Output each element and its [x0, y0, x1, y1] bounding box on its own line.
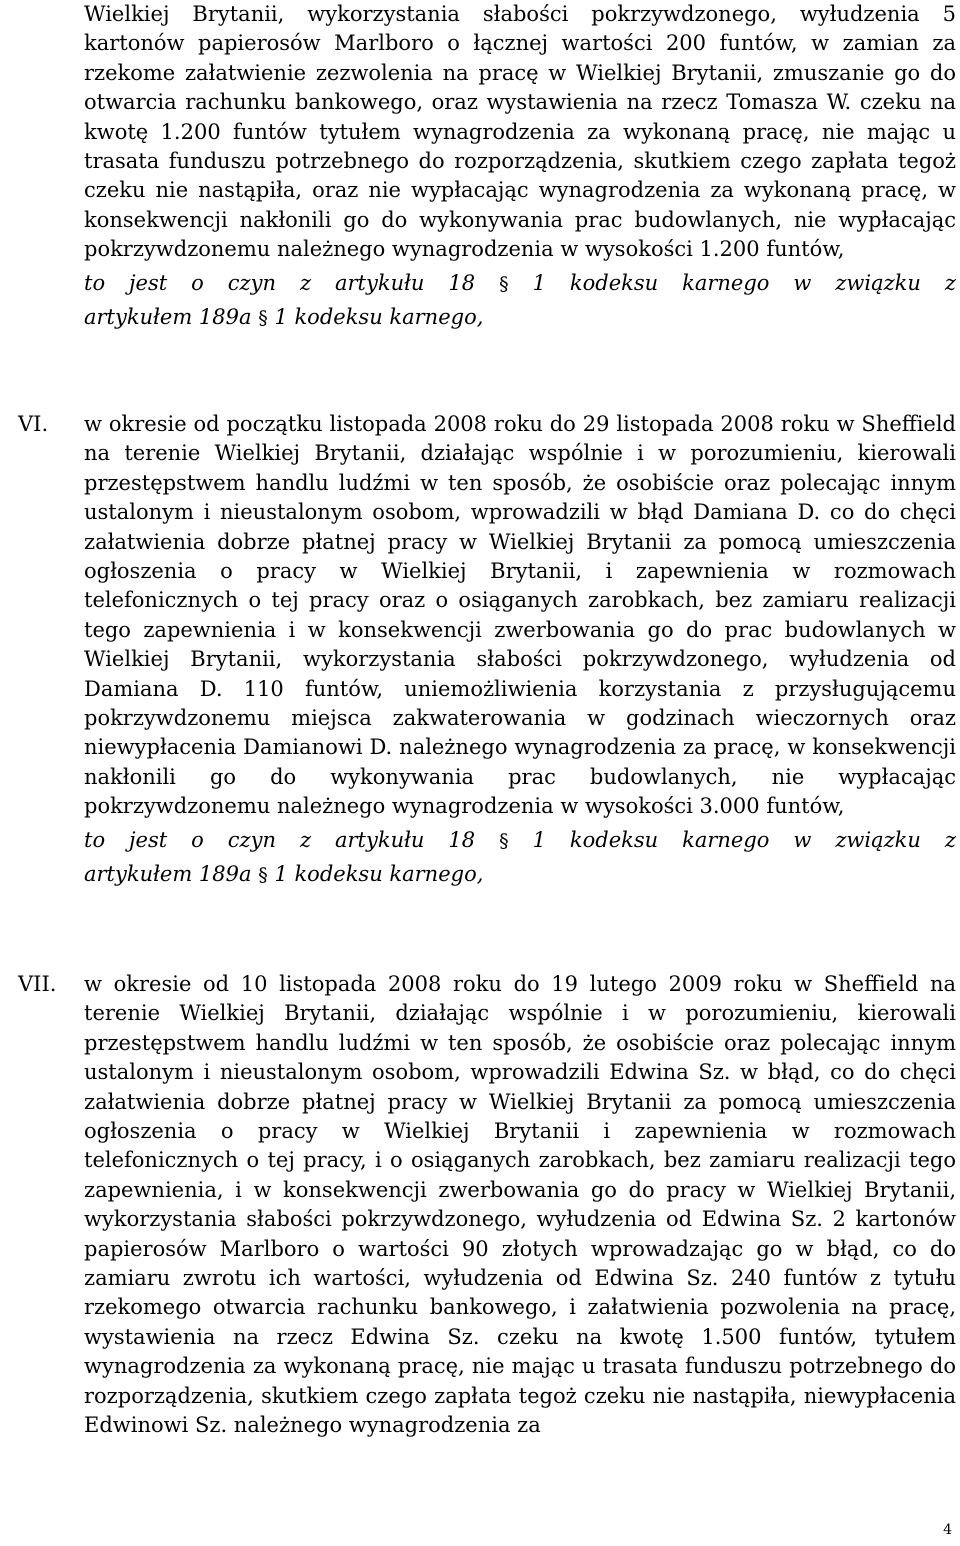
section-sign-symbol: § — [258, 863, 268, 886]
paragraph-text: Wielkiej Brytanii, wykorzystania słabości pokrzywdzonego, wyłudzenia 5 kartonów papierosów Marlboro o łącznej wartości 200 funtów, w zamian za rzekome załatwienie zezwolenia na pracę w Wielkiej Brytanii, zmuszanie go do otwarcia rachunku bankowego, oraz wystawienia na rzecz Tomasza W. czeku na kwotę 1.200 funtów tytułem wynagrodzenia za wykonaną pracę, nie mając u trasata funduszu potrzebnego do rozporządzenia, skutkiem czego zapłata tegoż czeku nie nastąpiła, oraz nie wypłacając wynagrodzenia za wykonaną pracę, w konsekwencji nakłonili go do wykonywania prac budowlanych, nie wypłacając pokrzywdzonemu należnego wynagrodzenia w wysokości 1.200 funtów, — [84, 2, 956, 262]
page-number: 4 — [943, 1522, 952, 1538]
section-number-vi: VI. — [18, 412, 49, 436]
section-vi-text: w okresie od początku listopada 2008 roku do 29 listopada 2008 roku w Sheffield na terenie Wielkiej Brytanii, działając wspólnie i w porozumieniu, kierowali przestępstwem handlu ludźmi w ten sposób, że osobiście oraz polecając innym ustalonym i nieustalonym osobom, wprowadzili w błąd Damiana D. co do chęci załatwienia dobrze płatnej pracy w Wielkiej Brytanii za pomocą umieszczenia ogłoszenia o pracy w Wielkiej Brytanii, i zapewnienia w rozmowach telefonicznych o tej pracy oraz o osiąganych zarobkach, bez zamiaru realizacji tego zapewnienia i w konsekwencji zwerbowania go do prac budowlanych w Wielkiej Brytanii, wykorzystania słabości pokrzywdzonego, wyłudzenia od Damiana D. 110 funtów, uniemożliwienia korzystania z przysługującemu pokrzywdzonemu miejsca zakwaterowania w godzinach wieczornych oraz niewypłacenia Damianowi D. należnego wynagrodzenia za pracę, w konsekwencji nakłonili go do wykonywania prac budowlanych, nie wypłacając pokrzywdzonemu należnego wynagrodzenia w wysokości 3.000 funtów, — [84, 412, 956, 819]
legal-reference-line-2: artykułem 189a § 1 kodeksu karnego, — [84, 301, 956, 335]
section-sign-symbol: § — [499, 272, 509, 295]
section-sign-symbol: § — [499, 829, 509, 852]
legal-reference-line-1: to jest o czyn z artykułu 18 § 1 kodeksu karnego w związku z — [84, 824, 956, 858]
section-sign-symbol: § — [258, 306, 268, 329]
section-number-vii: VII. — [18, 972, 57, 996]
section-vii-text: w okresie od 10 listopada 2008 roku do 19 lutego 2009 roku w Sheffield na terenie Wielkiej Brytanii, działając wspólnie i w porozumieniu, kierowali przestępstwem handlu ludźmi w ten sposób, że osobiście oraz polecając innym ustalonym i nieustalonym osobom, wprowadzili Edwina Sz. w błąd, co do chęci załatwienia dobrze płatnej pracy w Wielkiej Brytanii za pomocą umieszczenia ogłoszenia o pracy w Wielkiej Brytanii i zapewnienia w rozmowach telefonicznych o tej pracy, i o osiąganych zarobkach, bez zamiaru realizacji tego zapewnienia, i w konsekwencji zwerbowania go do pracy w Wielkiej Brytanii, wykorzystania słabości pokrzywdzonego, wyłudzenia od Edwina Sz. 2 kartonów papierosów Marlboro o wartości 90 złotych wprowadzając go w błąd, co do zamiaru zwrotu ich wartości, wyłudzenia od Edwina Sz. 240 funtów z tytułu rzekomego otwarcia rachunku bankowego, i załatwienia pozwolenia na pracę, wystawienia na rzecz Edwina Sz. czeku na kwotę 1.500 funtów, tytułem wynagrodzenia za wykonaną pracę, nie mając u trasata funduszu potrzebnego do rozporządzenia, skutkiem czego zapłata tegoż czeku nie nastąpiła, niewypłacenia Edwinowi Sz. należnego wynagrodzenia za — [84, 972, 956, 1438]
legal-reference-line-1: to jest o czyn z artykułu 18 § 1 kodeksu karnego w związku z — [84, 267, 956, 301]
section-vi — [84, 410, 956, 892]
section-vii — [84, 970, 956, 1441]
legal-reference-line-2: artykułem 189a § 1 kodeksu karnego, — [84, 858, 956, 892]
paragraph-continuation — [84, 0, 956, 335]
